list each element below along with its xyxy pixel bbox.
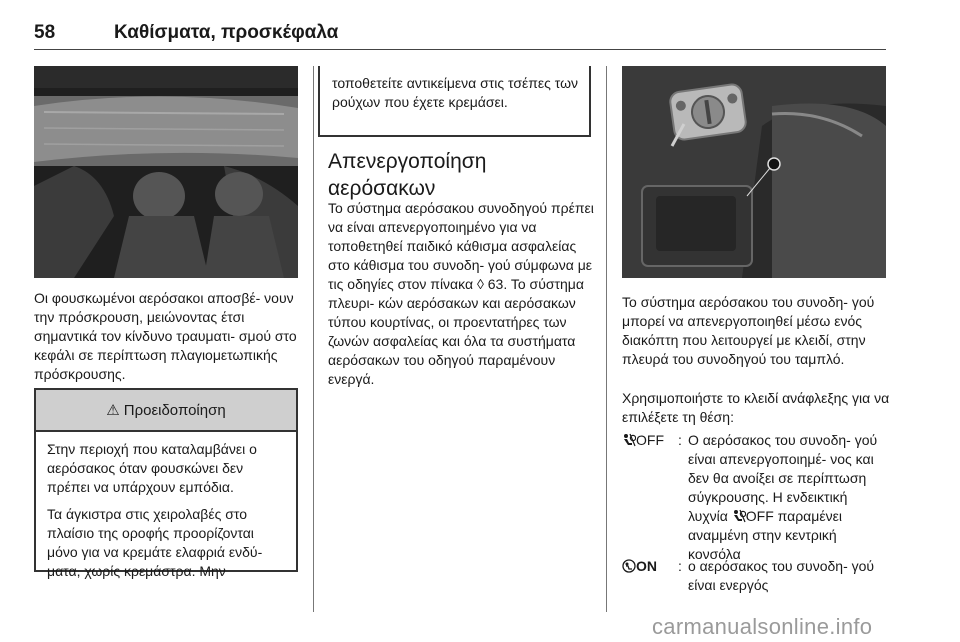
indicator-label: OFF — [745, 508, 774, 524]
option-description-text: Ο αερόσακος του συνοδη‐ γού είναι απενεργοποιημέ‐ νος και δεν θα ανοίξει σε περίπτωση σύγκρουσης. Η ενδεικτική λυχνία — [688, 432, 878, 524]
option-row-on — [622, 557, 892, 601]
body-paragraph: Το σύστημα αερόσακου συνοδηγού πρέπει να είναι απενεργοποιημένο για να τοποθετηθεί παιδικό κάθισμα ασφαλείας στο κάθισμα του συνοδη‐ γού σύμφωνα με τις οδηγίες στον πίνακα ◊ 63. Το σύστημα πλευρι‐ κών αερόσακων και αερόσακων τύπου κουρτίνας, οι προεντατήρες των ζωνών ασφαλείας και όλα τα συστήματα αερόσακων του οδηγού παραμένουν ενεργά. — [328, 200, 594, 387]
option-colon: : — [678, 558, 682, 574]
airbag-off-icon — [732, 509, 746, 523]
page-title: Καθίσματα, προσκέφαλα — [114, 22, 339, 43]
airbag-on-icon — [622, 559, 636, 573]
option-key-off — [622, 431, 664, 450]
column-divider — [606, 66, 607, 612]
body-paragraph: Το σύστημα αερόσακου του συνοδη‐ γού μπορεί να απενεργοποιηθεί μέσω ενός διακόπτη που λειτουργεί με κλειδί, στην πλευρά του συνοδηγού του ταμπλό. — [622, 294, 875, 367]
caption-text: Οι φουσκωμένοι αερόσακοι αποσβέ‐ νουν την πρόσκρουση, μειώνοντας έτσι σημαντικά τον κίνδυνο τραυματι‐ σμού στο κεφάλι σε περίπτωση πλαγιομετωπικής πρόσκρουσης. — [34, 290, 297, 382]
warning-header — [36, 390, 296, 432]
curtain-airbag-photo — [34, 66, 298, 278]
option-description — [688, 431, 888, 564]
warning-paragraph: Στην περιοχή που καταλαμβάνει ο αερόσακος όταν φουσκώνει δεν πρέπει να υπάρχουν εμπόδια. — [47, 441, 257, 495]
airbag-switch-photo — [622, 66, 886, 278]
body-paragraph: Χρησιμοποιήστε το κλειδί ανάφλεξης για να επιλέξετε τη θέση: — [622, 390, 890, 425]
continuation-text: τοποθετείτε αντικείμενα στις τσέπες των ρούχων που έχετε κρεμάσει. — [332, 75, 579, 110]
option-key-label: ON — [636, 558, 657, 574]
warning-triangle-icon: ⚠ — [106, 402, 120, 419]
column-divider — [313, 66, 314, 612]
page-header — [34, 10, 886, 50]
option-row-off — [622, 431, 892, 561]
section-title: Απενεργοποίηση αερόσακων — [328, 150, 487, 200]
warning-paragraph: Τα άγκιστρα στις χειρολαβές στο πλαίσιο της οροφής προορίζονται μόνο για να κρεμάτε ελαφριά ενδύ‐ ματα, χωρίς κρεμάστρα. Μην — [47, 506, 263, 579]
option-key-label: OFF — [636, 432, 664, 448]
airbag-off-icon — [622, 433, 636, 447]
option-key-on — [622, 557, 657, 576]
option-colon: : — [678, 432, 682, 448]
warning-heading: Προειδοποίηση — [123, 401, 226, 419]
warning-box-continuation — [318, 66, 591, 137]
warning-body — [36, 432, 296, 581]
watermark-text: carmanualsonline.info — [652, 614, 873, 639]
option-description-text: παραμένει αναμμένη στην κεντρική κονσόλα — [688, 508, 842, 562]
page-number: 58 — [34, 22, 56, 43]
warning-box — [34, 388, 298, 579]
option-description: ο αερόσακος του συνοδη‐ γού είναι ενεργός — [688, 558, 875, 593]
